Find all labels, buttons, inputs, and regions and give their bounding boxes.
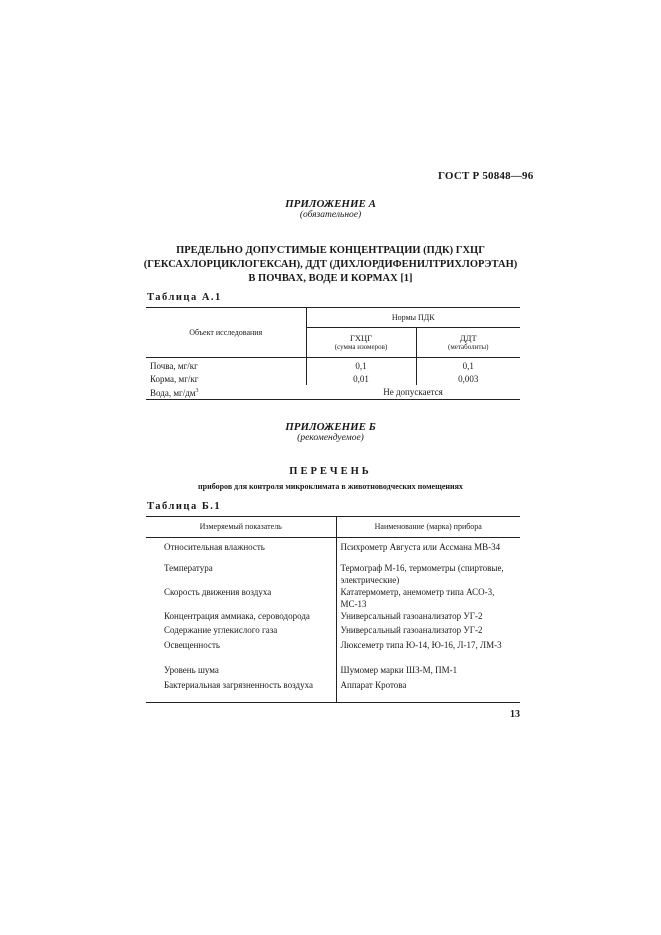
water-label: Вода, мг/дм <box>150 388 196 398</box>
table-row <box>146 358 520 373</box>
cell-hchg: 0,01 <box>306 372 416 385</box>
cell-indicator: Концентрация аммиака, сероводорода <box>146 610 336 624</box>
table-row <box>146 624 520 639</box>
table-row <box>146 639 520 664</box>
col-object-header: Объект исследования <box>146 308 306 358</box>
col-device-header: Наименование (марка) прибора <box>336 517 520 538</box>
appendix-a-title: ПРИЛОЖЕНИЕ А <box>285 198 376 210</box>
cell-indicator: Содержание углекислого газа <box>146 624 336 639</box>
heading-line: В ПОЧВАХ, ВОДЕ И КОРМАХ [1] <box>248 273 413 284</box>
cell-indicator: Температура <box>146 562 336 586</box>
cell-indicator: Уровень шума <box>146 664 336 679</box>
table-b <box>146 516 520 703</box>
col-hchg-name: ГХЦГ <box>349 333 373 343</box>
table-row <box>146 586 520 610</box>
cell-indicator: Относительная влажность <box>146 538 336 562</box>
table-row <box>146 385 520 400</box>
cell-hchg: 0,1 <box>306 358 416 373</box>
document-code: ГОСТ Р 50848—96 <box>438 170 534 182</box>
page-number: 13 <box>510 709 520 720</box>
cell-object: Почва, мг/кг <box>146 358 306 373</box>
col-indicator-header: Измеряемый показатель <box>146 517 336 538</box>
cell-device: Психрометр Августа или Ассмана МВ-34 <box>340 542 501 552</box>
cell-water-value: Не допускается <box>306 385 520 400</box>
cell-device: Аппарат Кротова <box>336 679 520 703</box>
col-norms-header: Нормы ПДК <box>306 308 520 328</box>
cell-object <box>146 385 306 400</box>
cell-device: Универсальный газоанализатор УГ-2 <box>340 624 483 635</box>
cell-indicator: Скорость движения воздуха <box>146 586 336 610</box>
cell-object: Корма, мг/кг <box>146 372 306 385</box>
cell-device: Кататермометр, анемометр типа АСО-3, МС-13 <box>340 586 495 609</box>
cell-device: Люксеметр типа Ю-14, Ю-16, Л-17, ЛМ-3 <box>340 639 502 650</box>
heading-line: ПРЕДЕЛЬНО ДОПУСТИМЫЕ КОНЦЕНТРАЦИИ (ПДК) ГХЦГ <box>176 245 485 256</box>
table-row <box>146 562 520 586</box>
col-hchg-sub: (сумма изомеров) <box>334 343 388 351</box>
table-row <box>146 664 520 679</box>
cell-ddt: 0,1 <box>462 361 474 371</box>
cell-device: Термограф М-16, термометры (спиртовые, электрические) <box>340 562 504 585</box>
cell-ddt: 0,003 <box>458 373 479 384</box>
table-b-label: Таблица Б.1 <box>147 501 222 512</box>
cell-device: Универсальный газоанализатор УГ-2 <box>340 610 483 621</box>
water-exponent: 3 <box>195 388 199 394</box>
cell-indicator: Освещенность <box>146 639 336 664</box>
appendix-b-subheading: приборов для контроля микроклимата в животноводческих помещениях <box>198 482 463 491</box>
cell-device: Шумомер марки ШЗ-М, ПМ-1 <box>340 664 458 675</box>
table-row <box>146 372 520 385</box>
appendix-a-heading <box>0 244 661 286</box>
heading-line: (ГЕКСАХЛОРЦИКЛОГЕКСАН), ДДТ (ДИХЛОРДИФЕНИЛТРИХЛОРЭТАН) <box>143 259 518 270</box>
table-row <box>146 610 520 624</box>
appendix-b-title: ПРИЛОЖЕНИЕ Б <box>285 421 376 433</box>
table-row <box>146 538 520 562</box>
table-a-label: Таблица А.1 <box>147 292 222 303</box>
col-ddt-sub: (метаболиты) <box>448 343 489 351</box>
appendix-b-heading: ПЕРЕЧЕНЬ <box>289 466 372 477</box>
cell-indicator: Бактериальная загрязненность воздуха <box>146 679 336 703</box>
col-hchg-header <box>306 328 416 358</box>
table-row <box>146 679 520 703</box>
col-ddt-name: ДДТ <box>459 333 477 343</box>
appendix-a-status: (обязательное) <box>299 210 362 220</box>
table-a <box>146 307 520 400</box>
col-ddt-header <box>416 328 520 358</box>
appendix-b-status: (рекомендуемое) <box>297 433 364 443</box>
